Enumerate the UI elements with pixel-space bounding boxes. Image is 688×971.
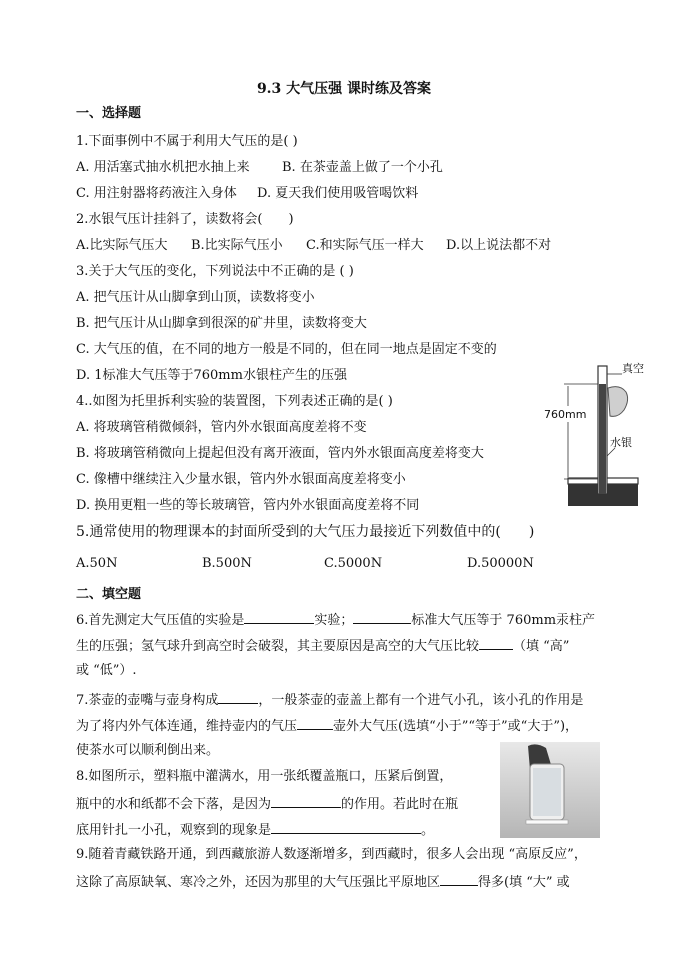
question-6-line-1: 6.首先测定大气压值的实验是 实验； 标准大气压等于 760mm汞柱产 xyxy=(76,610,595,629)
question-2-option-d: D.以上说法都不对 xyxy=(446,238,552,253)
question-8-line-1: 8.如图所示，塑料瓶中灌满水，用一张纸覆盖瓶口，压紧后倒置， xyxy=(76,769,453,784)
mercury-label: 水银 xyxy=(610,436,632,449)
answer-blank[interactable] xyxy=(440,872,478,886)
answer-blank[interactable] xyxy=(297,716,333,730)
question-5-option-c: C.5000N xyxy=(324,556,383,571)
question-4-option-c: C. 像槽中继续注入少量水银，管内外水银面高度差将变小 xyxy=(76,472,406,487)
question-2-option-c: C.和实际气压一样大 xyxy=(306,238,424,253)
question-4-option-b: B. 将玻璃管稍微向上提起但没有离开液面，管内外水银面高度差将变大 xyxy=(76,446,484,461)
vacuum-label: 真空 xyxy=(622,362,644,375)
question-3-option-c: C. 大气压的值，在不同的地方一般是不同的，但在同一地点是固定不变的 xyxy=(76,342,497,357)
answer-blank[interactable] xyxy=(271,794,341,808)
question-5-option-b: B.500N xyxy=(202,556,252,571)
question-7-line-2: 为了将内外气体连通，维持壶内的气压 壶外大气压(选填“小于”“等于”或“大于”)， xyxy=(76,716,578,735)
mercury-column xyxy=(599,384,606,494)
hand-icon xyxy=(608,387,628,417)
question-3-option-d: D. 1标准大气压等于760mm水银柱产生的压强 xyxy=(76,368,347,383)
question-1-option-c: C. 用注射器将药液注入身体 xyxy=(76,186,237,201)
question-9-line-2: 这除了高原缺氧、寒冷之外，还因为那里的大气压强比平原地区 得多(填 “大” 或 xyxy=(76,872,570,891)
question-1-option-a: A. 用活塞式抽水机把水抽上来 xyxy=(76,160,250,175)
answer-blank[interactable] xyxy=(353,610,411,624)
question-2-option-b: B.比实际气压小 xyxy=(191,238,283,253)
question-4-option-a: A. 将玻璃管稍微倾斜，管内外水银面高度差将不变 xyxy=(76,420,367,435)
page-title: 9.3 大气压强 课时练及答案 xyxy=(256,81,432,97)
question-6-line-3: 或 “低”）. xyxy=(76,663,137,678)
question-9-line-1: 9.随着青藏铁路开通，到西藏旅游人数逐渐增多，到西藏时，很多人会出现 “高原反应”， xyxy=(76,847,587,862)
paper-card xyxy=(526,820,568,824)
inverted-bottle-photo xyxy=(500,742,600,838)
question-1-option-b: B. 在茶壶盖上做了一个小孔 xyxy=(282,160,443,175)
question-2-option-a: A.比实际气压大 xyxy=(76,238,168,253)
section-heading-choice: 一、选择题 xyxy=(76,106,142,121)
torricelli-apparatus-figure xyxy=(540,362,650,512)
question-3-stem: 3.关于大气压的变化，下列说法中不正确的是 ( ) xyxy=(76,264,354,279)
question-1-option-d: D. 夏天我们使用吸管喝饮料 xyxy=(257,186,419,201)
answer-blank[interactable] xyxy=(271,820,421,834)
answer-blank[interactable] xyxy=(479,636,513,650)
question-7-line-3: 使茶水可以顺利倒出来。 xyxy=(76,743,220,758)
question-7-line-1: 7.茶壶的壶嘴与壶身构成 ，一般茶壶的壶盖上都有一个进气小孔，该小孔的作用是 xyxy=(76,690,583,709)
question-2-stem: 2.水银气压计挂斜了，读数将会( ) xyxy=(76,212,294,227)
question-3-option-a: A. 把气压计从山脚拿到山顶，读数将变小 xyxy=(76,290,315,305)
answer-blank[interactable] xyxy=(244,610,314,624)
question-4-option-d: D. 换用更粗一些的等长玻璃管，管内外水银面高度差将不同 xyxy=(76,498,420,513)
question-5-option-a: A.50N xyxy=(76,556,118,571)
question-5-option-d: D.50000N xyxy=(467,556,534,571)
answer-blank[interactable] xyxy=(218,690,258,704)
question-4-stem: 4..如图为托里拆利实验的装置图，下列表述正确的是( ) xyxy=(76,394,393,409)
height-label: 760mm xyxy=(544,408,587,421)
question-8-line-2: 瓶中的水和纸都不会下落，是因为 的作用。若此时在瓶 xyxy=(76,794,458,813)
question-1-stem: 1.下面事例中不属于利用大气压的是( ) xyxy=(76,134,298,149)
section-heading-fill: 二、填空题 xyxy=(76,587,142,602)
question-8-line-3: 底用针扎一小孔，观察到的现象是 。 xyxy=(76,820,434,839)
question-6-line-2: 生的压强；氢气球升到高空时会破裂，其主要原因是高空的大气压比较 （填 “高” xyxy=(76,636,569,655)
question-5-stem: 5.通常使用的物理课本的封面所受到的大气压力最接近下列数值中的( ) xyxy=(76,524,535,540)
question-3-option-b: B. 把气压计从山脚拿到很深的矿井里，读数将变大 xyxy=(76,316,367,331)
